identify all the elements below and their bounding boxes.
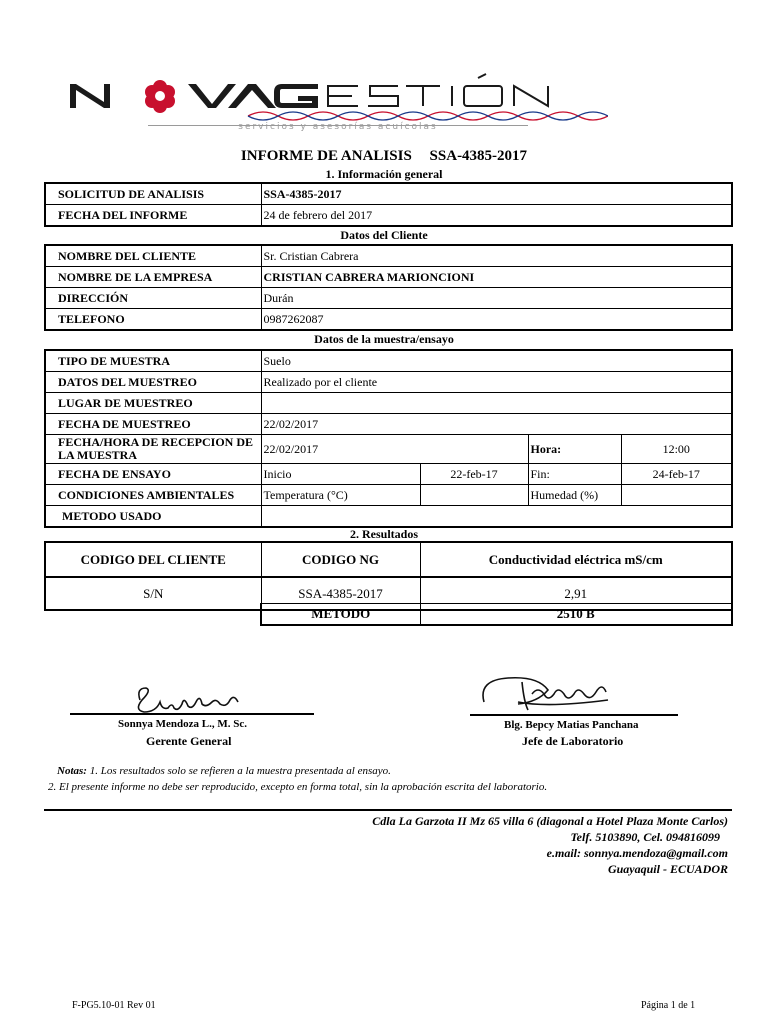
general-info-table bbox=[44, 182, 733, 227]
table-row bbox=[45, 309, 732, 331]
table-row bbox=[45, 464, 732, 485]
solicitud-label: SOLICITUD DE ANALISIS bbox=[45, 183, 261, 205]
fecha-informe-label: FECHA DEL INFORME bbox=[45, 205, 261, 227]
results-table bbox=[44, 541, 733, 611]
table-row bbox=[45, 506, 732, 528]
cliente-value: Sr. Cristian Cabrera bbox=[261, 245, 732, 267]
recepcion-value: 22/02/2017 bbox=[261, 435, 528, 464]
results-header-ng-code: CODIGO NG bbox=[261, 542, 420, 577]
sample-info-table bbox=[44, 349, 733, 528]
hora-value: 12:00 bbox=[621, 435, 732, 464]
datos-muestreo-label: DATOS DEL MUESTREO bbox=[45, 372, 261, 393]
fecha-ensayo-label: FECHA DE ENSAYO bbox=[45, 464, 261, 485]
signature-block-manager bbox=[70, 680, 320, 750]
metodo-usado-label: METODO USADO bbox=[45, 506, 261, 528]
signature-name-lab: Blg. Bepcy Matias Panchana bbox=[504, 719, 639, 731]
signature-name-manager: Sonnya Mendoza L., M. Sc. bbox=[118, 718, 247, 730]
tipo-muestra-label: TIPO DE MUESTRA bbox=[45, 350, 261, 372]
report-title bbox=[0, 148, 768, 165]
fecha-muestreo-label: FECHA DE MUESTREO bbox=[45, 414, 261, 435]
table-row bbox=[45, 205, 732, 227]
company-logo bbox=[68, 72, 608, 140]
notes-line-2: 2. El presente informe no debe ser reproducido, excepto en forma total, sin la aprobación escrita del laboratorio. bbox=[48, 781, 548, 793]
datos-muestreo-value: Realizado por el cliente bbox=[261, 372, 732, 393]
empresa-value: CRISTIAN CABRERA MARIONCIONI bbox=[261, 267, 732, 288]
table-row bbox=[45, 435, 732, 464]
section-client-title: Datos del Cliente bbox=[340, 228, 428, 242]
lugar-muestreo-label: LUGAR DE MUESTREO bbox=[45, 393, 261, 414]
address-line-1: Cdla La Garzota II Mz 65 villa 6 (diagonal a Hotel Plaza Monte Carlos) bbox=[372, 814, 728, 828]
address-line-4: Guayaquil - ECUADOR bbox=[607, 862, 728, 876]
form-code: F-PG5.10-01 Rev 01 bbox=[72, 1000, 156, 1011]
temperatura-value bbox=[420, 485, 528, 506]
report-title-code: SSA-4385-2017 bbox=[429, 148, 528, 164]
result-ng-code: SSA-4385-2017 bbox=[261, 577, 420, 610]
page-number: Página 1 de 1 bbox=[641, 1000, 696, 1011]
signature-line bbox=[70, 713, 314, 715]
section-results-title: 2. Resultados bbox=[349, 527, 418, 541]
handwritten-signature-lab bbox=[478, 672, 618, 718]
hora-label: Hora: bbox=[528, 435, 621, 464]
humedad-value bbox=[621, 485, 732, 506]
notes-line-1 bbox=[57, 765, 391, 777]
temperatura-label: Temperatura (°C) bbox=[261, 485, 420, 506]
results-header-row bbox=[45, 542, 732, 577]
metodo-usado-value bbox=[261, 506, 732, 528]
solicitud-value: SSA-4385-2017 bbox=[261, 183, 732, 205]
telefono-value: 0987262087 bbox=[261, 309, 732, 331]
table-row bbox=[45, 350, 732, 372]
fin-label: Fin: bbox=[528, 464, 621, 485]
table-row bbox=[261, 604, 732, 626]
table-row bbox=[45, 267, 732, 288]
section-general-title: 1. Información general bbox=[325, 167, 443, 181]
tipo-muestra-value: Suelo bbox=[261, 350, 732, 372]
cliente-label: NOMBRE DEL CLIENTE bbox=[45, 245, 261, 267]
signature-role-lab: Jefe de Laboratorio bbox=[522, 734, 624, 748]
inicio-label: Inicio bbox=[261, 464, 420, 485]
table-row bbox=[45, 183, 732, 205]
client-info-table bbox=[44, 244, 733, 331]
report-title-label: INFORME DE ANALISIS bbox=[240, 148, 412, 164]
inicio-value: 22-feb-17 bbox=[420, 464, 528, 485]
telefono-label: TELEFONO bbox=[45, 309, 261, 331]
fin-value: 24-feb-17 bbox=[621, 464, 732, 485]
table-row bbox=[45, 372, 732, 393]
notes-text-1: 1. Los resultados solo se refieren a la muestra presentada al ensayo. bbox=[86, 765, 391, 777]
recepcion-label: FECHA/HORA DE RECEPCION DE LA MUESTRA bbox=[45, 435, 261, 464]
method-value: 2510 B bbox=[420, 604, 732, 626]
signature-line bbox=[470, 714, 678, 716]
section-sample-title: Datos de la muestra/ensayo bbox=[314, 332, 454, 346]
method-table bbox=[260, 603, 733, 626]
method-label: METODO bbox=[261, 604, 420, 626]
address-line-3: e.mail: sonnya.mendoza@gmail.com bbox=[546, 846, 728, 860]
direccion-value: Durán bbox=[261, 288, 732, 309]
signature-block-lab bbox=[470, 672, 690, 750]
table-row bbox=[45, 414, 732, 435]
condiciones-label: CONDICIONES AMBIENTALES bbox=[45, 485, 261, 506]
result-client-code: S/N bbox=[45, 577, 261, 610]
fecha-muestreo-value: 22/02/2017 bbox=[261, 414, 732, 435]
signature-role-manager: Gerente General bbox=[146, 734, 232, 748]
humedad-label: Humedad (%) bbox=[528, 485, 621, 506]
notes-label: Notas: bbox=[57, 765, 87, 777]
results-header-client-code: CODIGO DEL CLIENTE bbox=[45, 542, 261, 577]
results-header-conductivity: Conductividad eléctrica mS/cm bbox=[420, 542, 732, 577]
fecha-informe-value: 24 de febrero del 2017 bbox=[261, 205, 732, 227]
empresa-label: NOMBRE DE LA EMPRESA bbox=[45, 267, 261, 288]
result-conductivity: 2,91 bbox=[420, 577, 732, 610]
table-row bbox=[45, 485, 732, 506]
logo-tagline: servicios y asesorías acuícolas bbox=[238, 122, 438, 132]
address-line-2: Telf. 5103890, Cel. 094816099 bbox=[570, 830, 720, 844]
table-row bbox=[45, 245, 732, 267]
direccion-label: DIRECCIÓN bbox=[45, 288, 261, 309]
lugar-muestreo-value bbox=[261, 393, 732, 414]
table-row bbox=[45, 393, 732, 414]
footer-divider bbox=[44, 809, 732, 811]
table-row bbox=[45, 288, 732, 309]
